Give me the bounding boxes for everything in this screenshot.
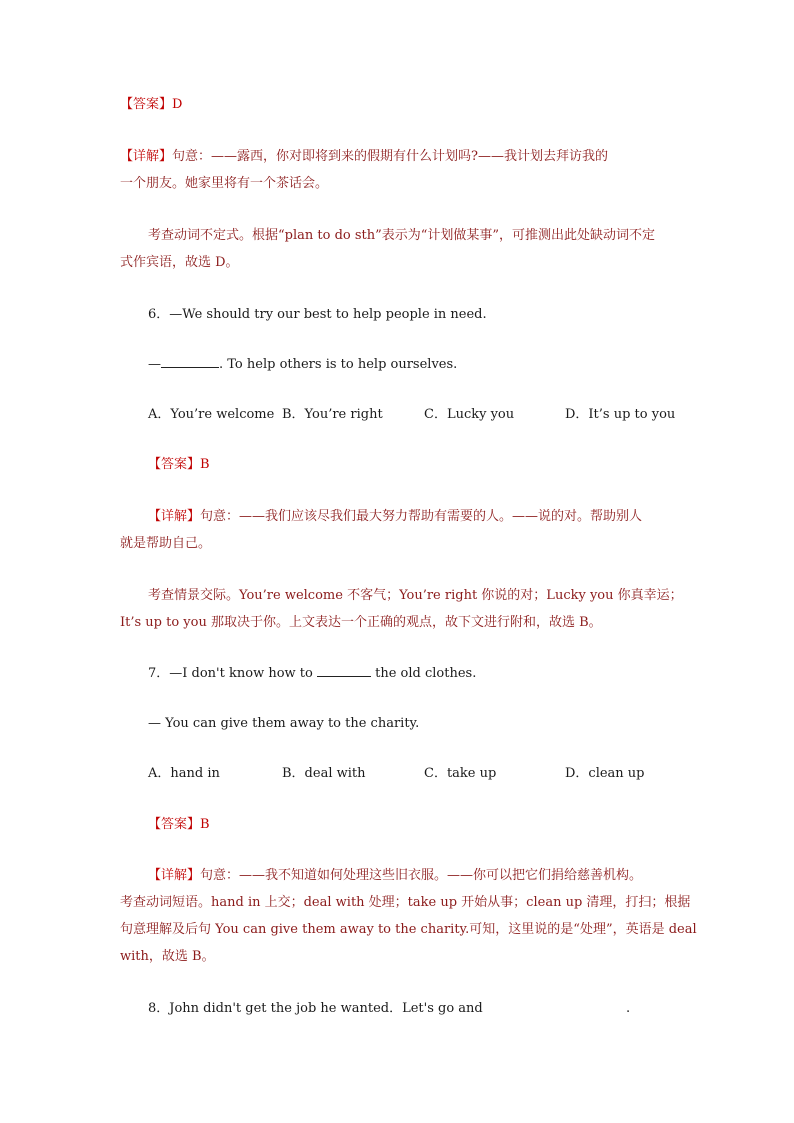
q7-option-c: C．take up (424, 766, 497, 781)
q5-point-line2: 式作宾语，故选 D。 (120, 255, 239, 270)
q6-blank[interactable] (161, 353, 219, 368)
q5-point-line1: 考查动词不定式。根据“plan to do sth”表示为“计划做某事”，可推测出此处缺动词不定 (148, 228, 656, 243)
q8-stem: 8．John didn't get the job he wanted．Let's go and (148, 1001, 483, 1016)
q7-detail-line3: 句意理解及后句 You can give them away to the charity.可知，这里说的是“处理”，英语是 deal (120, 922, 697, 937)
q6-option-c: C．Lucky you (424, 407, 515, 422)
answer-tag: 【答案】 (148, 817, 201, 832)
q7-stem-suffix: the old clothes. (370, 666, 477, 681)
q6-detail-line1 (148, 503, 708, 530)
q6-option-a: A．You’re welcome (148, 407, 275, 422)
q7-detail-line1 (148, 862, 708, 889)
q7-reply: — You can give them away to the charity. (148, 716, 420, 731)
q7-stem-prefix: 7．—I don't know how to (148, 666, 317, 681)
q6-point-line2: It’s up to you 那取决于你。上文表达一个正确的观点，故下文进行附和，故选 B。 (120, 615, 602, 630)
q7-option-b: B．deal with (282, 766, 366, 781)
q5-detail-line1 (120, 143, 680, 170)
q7-answer (148, 811, 708, 838)
q6-reply-prefix: — (148, 357, 161, 372)
q6-point-line1: 考查情景交际。You’re welcome 不客气；You’re right 你说的对；Lucky you 你真幸运； (148, 588, 683, 603)
q6-option-d: D．It’s up to you (565, 407, 676, 422)
q6-reply (148, 351, 708, 378)
answer-tag: 【答案】 (148, 457, 201, 472)
answer-value: B (200, 457, 210, 472)
q7-stem (148, 660, 708, 687)
detail-tag: 【详解】 (148, 868, 201, 883)
q7-option-a: A．hand in (148, 766, 220, 781)
q5-answer (120, 91, 680, 118)
detail-text: 句意：——我不知道如何处理这些旧衣服。——你可以把它们捐给慈善机构。 (200, 868, 643, 883)
answer-value: D (172, 97, 183, 112)
q6-reply-suffix: . To help others is to help ourselves. (219, 357, 458, 372)
q5-detail-line2: 一个朋友。她家里将有一个茶话会。 (120, 176, 329, 191)
q6-stem: 6．—We should try our best to help people in need. (148, 307, 487, 322)
detail-text: 句意：——我们应该尽我们最大努力帮助有需要的人。——说的对。帮助别人 (200, 509, 643, 524)
q6-answer (148, 451, 708, 478)
detail-tag: 【详解】 (148, 509, 201, 524)
answer-value: B (200, 817, 210, 832)
q7-option-d: D．clean up (565, 766, 645, 781)
detail-tag: 【详解】 (120, 149, 173, 164)
q7-blank[interactable] (317, 662, 371, 677)
q6-option-b: B．You’re right (282, 407, 383, 422)
q6-detail-line2: 就是帮助自己。 (120, 536, 212, 551)
q8-end-period: . (626, 1001, 631, 1016)
q7-detail-line2: 考查动词短语。hand in 上交；deal with 处理；take up 开始从事；clean up 清理，打扫；根据 (120, 895, 691, 910)
q7-detail-line4: with，故选 B。 (120, 949, 215, 964)
detail-text: 句意：——露西，你对即将到来的假期有什么计划吗?——我计划去拜访我的 (172, 149, 608, 164)
answer-tag: 【答案】 (120, 97, 173, 112)
